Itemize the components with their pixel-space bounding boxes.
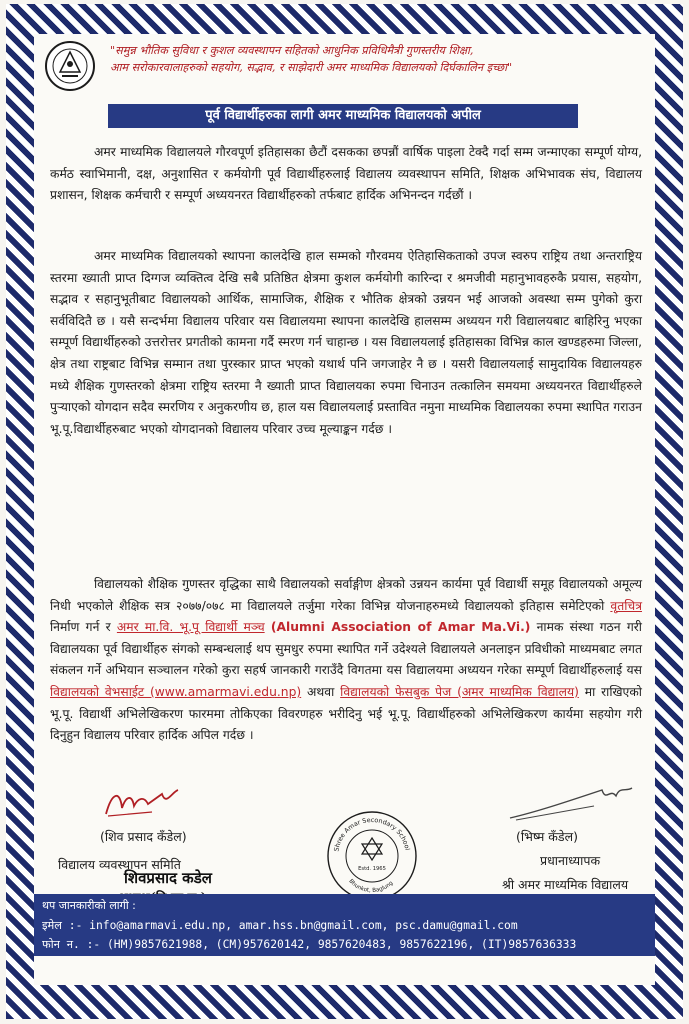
school-logo-icon [44, 40, 96, 92]
footer-email[interactable]: इमेल :- info@amarmavi.edu.np, amar.hss.bn@gmail.com, psc.damu@gmail.com [42, 919, 518, 932]
alumni-forum-link[interactable]: अमर मा.वि. भू.पू विद्यार्थी मञ्च [116, 620, 265, 635]
paragraph-2 [50, 246, 642, 440]
website-link[interactable]: विद्यालयको वेभसाईट (www.amarmavi.edu.np) [50, 684, 302, 699]
paragraph-3 [50, 574, 642, 747]
contact-footer [34, 894, 655, 956]
letter-page [34, 34, 655, 985]
principal-role: प्रधानाध्यापक [540, 853, 601, 868]
paragraph-3-text-f: मा राखिएको भू.पू. विद्यार्थी अभिलेखिकरण फारममा तोकिएका विवरणहरु भरीदिनु भई भू.पू. विद्यार्थीहरुको अभिलेखिकरण कार्यमा सहयोग गरी दिनुहुन विद्यालय परिवार हार्दिक अपिल गर्दछ । [50, 684, 642, 743]
chairperson-signature-icon [102, 786, 182, 820]
seal-top-text: Shree Amar Secondary School [332, 815, 412, 853]
paragraph-1 [50, 142, 642, 207]
footer-heading: थप जानकारीको लागी : [42, 899, 136, 912]
documentary-link[interactable]: वृतचित्र [610, 598, 642, 613]
motto-line-2: आम सरोकारवालाहरुको सहयोग, सद्भाव, र साझेदारी अमर माध्यमिक विद्यालयको दिर्घकालिन इच्छा" [110, 61, 513, 74]
paragraph-3-text-b: निर्माण गर्न र [50, 620, 117, 635]
seal-bottom-text: Bhunkot, Baglung [347, 878, 395, 895]
paragraph-2-text: अमर माध्यमिक विद्यालयको स्थापना कालदेखि हाल सम्मको गौरवमय ऐतिहासिकताको उपज स्वरुप राष्ट्रिय तथा अन्तराष्ट्रिय स्तरमा ख्याती प्राप्त दिग्गज व्यक्तित्व देखि सबै प्रतिष्ठित क्षेत्रमा कुशल कर्मयोगी कारिन्दा र श्रमजीवी महानुभावहरुकै प्रयास, सहयोग, सद्भाव र सहानुभूतीबाट विद्यालयको आर्थिक, सामाजिक, शैक्षिक र भौतिक क्षेत्रको उन्नयन भई आजको अवस्था सम्म पुगेको कुरा सर्वविदितै छ । यसै सन्दर्भमा विद्यालय परिवार यस विद्यालयमा स्थापना कालदेखि हालसम्म अध्ययन गरी विद्यालयबाट बाहिरिनु भएका सम्पूर्ण विद्यार्थीहरुको उत्तरोत्तर प्रगतीको कामना गर्दै स्मरण गर्न चाहान्छ । यस विद्यालयलाई इतिहासका विभिन्न काल खण्डहरुमा जिल्ला, क्षेत्र तथा राष्ट्रबाट विभिन्न सम्मान तथा पुरस्कार प्राप्त भएको यथार्थ पनि जगजाहेर नै छ । यसरी विद्यालयलाई सामुदायिक विद्यालयहरु मध्ये शैक्षिक गुणस्तरको क्षेत्रमा राष्ट्रिय स्तरमा नै ख्याती प्राप्त विद्यालयका रुपमा चिनाउन तत्कालिन समयमा अध्ययनरत विद्यार्थीहरुले पुऱ्याएको योगदान सदैव स्मरणिय र अनुकरणीय छ, हाल यस विद्यालयलाई प्रस्तावित नमुना माध्यमिक विद्यालयका रुपमा स्थापित गराउन भू.पू.विद्यार्थीहरुबाट भएको योगदानको विद्यालय परिवार उच्च मूल्याङ्कन गर्दछ । [50, 249, 642, 436]
paragraph-3-text-d: नामक संस्था गठन गरी विद्यालयका पूर्व विद्यार्थीहरु संगको सम्बन्धलाई थप सुमधुर रुपमा स्थापित गर्ने उदेश्यले विद्यालयले अनलाइन प्रविधीको माध्यमबाट लगत संकलन गर्ने अभियान सञ्चालन गरेको कुरा सहर्ष जानकारी गराउँदै विगतमा यस विद्यालयमा अध्ययन गरेका सम्पूर्ण विद्यार्थीहरुलाई यस [50, 620, 642, 678]
letter-header [34, 34, 655, 94]
facebook-page-link[interactable]: विद्यालयको फेसबुक पेज (अमर माध्यमिक विद्यालय) [340, 684, 579, 699]
paragraph-3-text-e: अथवा [301, 684, 341, 699]
chairperson-stamp-name: शिवप्रसाद कडेल [124, 869, 212, 887]
school-motto [110, 42, 640, 76]
principal-signature-icon [506, 782, 636, 822]
seal-estd: Estd. 1965 [358, 866, 386, 872]
motto-line-1: "समुन्न भौतिक सुविधा र कुशल व्यवस्थापन सहितको आधुनिक प्रविधिमैत्री गुणस्तरीय शिक्षा, [110, 44, 474, 57]
chairperson-name: (शिव प्रसाद कँडेल) [100, 829, 187, 844]
letter-title: पूर्व विद्यार्थीहरुका लागी अमर माध्यमिक विद्यालयको अपील [108, 104, 578, 128]
alumni-association-name: (Alumni Association of Amar Ma.Vi.) [270, 620, 531, 635]
paragraph-1-text: अमर माध्यमिक विद्यालयले गौरवपूर्ण इतिहासका छैटौं दसकका छपन्नौं वार्षिक पाइला टेक्दै गर्दा सम्म जन्माएका सम्पूर्ण योग्य, कर्मठ स्वाभिमानी, दक्ष, अनुशासित र कर्मयोगी पूर्व विद्यार्थीहरुलाई विद्यालय व्यवस्थापन समिति, शिक्षक अभिभावक संघ, विद्यालय प्रशासन, शिक्षक कर्मचारी र सम्पूर्ण अध्ययनरत विद्यार्थीहरुको तर्फबाट हार्दिक अभिनन्दन गर्दछौं । [50, 145, 642, 203]
principal-name: (भिष्म कँडेल) [516, 829, 578, 844]
paragraph-3-text-a: विद्यालयको शैक्षिक गुणस्तर वृद्धिका साथै विद्यालयको सर्वाङ्गीण क्षेत्रको उन्नयन कार्यमा पूर्व विद्यार्थी समूह विद्यालयको अमूल्य निधी भएकोले शैक्षिक सत्र २०७७/०७८ मा विद्यालयले तर्जुमा गरेका विभिन्न योजनाहरुमध्ये विद्यालयको इतिहास समेटिएको [50, 577, 642, 613]
chairperson-role: विद्यालय व्यवस्थापन समिति [58, 857, 181, 872]
principal-school: श्री अमर माध्यमिक विद्यालय [502, 877, 629, 892]
school-seal-icon [326, 810, 418, 902]
svg-text:Bhunkot, Baglung [347, 878, 394, 894]
footer-phone[interactable]: फोन न. :- (HM)9857621988, (CM)957620142, 9857620483, 9857622196, (IT)9857636333 [42, 938, 577, 951]
